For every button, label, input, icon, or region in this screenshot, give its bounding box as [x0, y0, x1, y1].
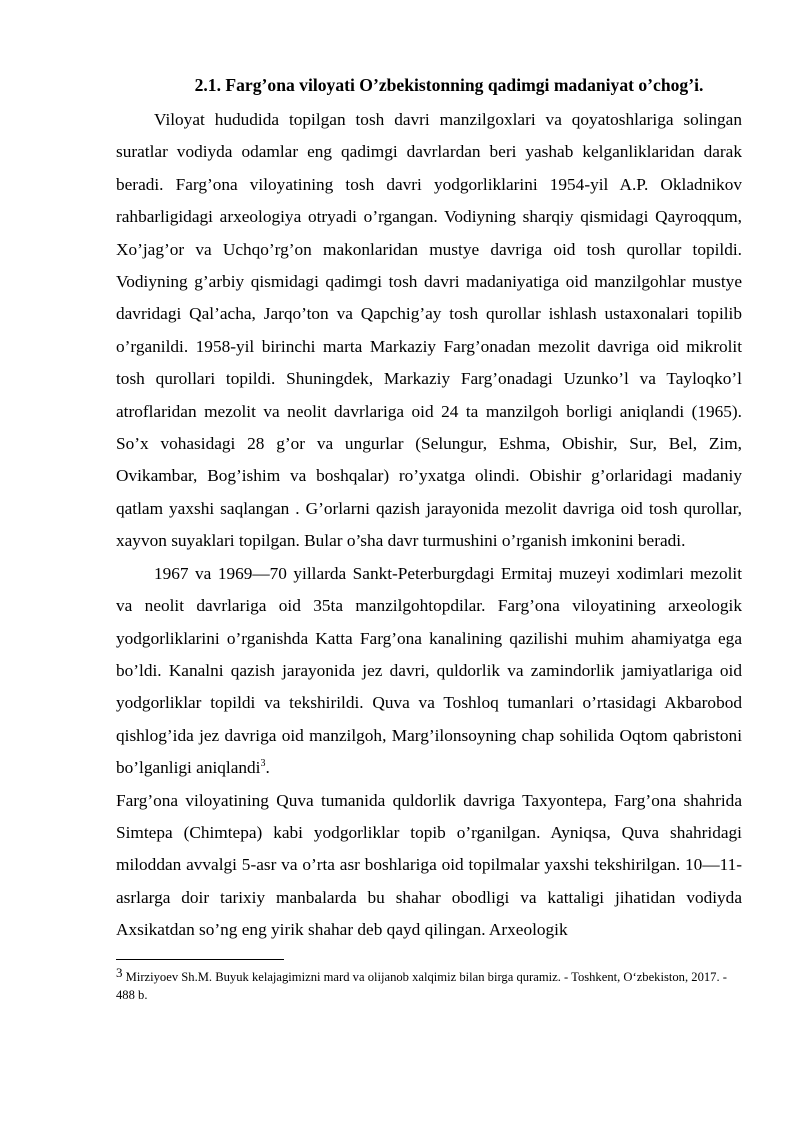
footnote-text: Mirziyoev Sh.M. Buyuk kelajagimizni mard va olijanob xalqimiz bilan birga quramiz. - Toshkent, O‘zbekiston, 2017. - 488 b. [116, 969, 727, 1002]
paragraph-2-end: . [265, 758, 270, 778]
paragraph-1: Viloyat hududida topilgan tosh davri manzilgoxlari va qoyatoshlariga solingan suratlar vodiyda odamlar eng qadimgi davrlardan beri yashab kelganliklaridan darak beradi. Farg’ona viloyatining tosh davri yodgorliklarini 1954-yil A.P. Okladnikov rahbarligidagi arxeologiya otryadi o’rgangan. Vodiyning sharqiy qismidagi Qayroqqum, Xo’jag’or va Uchqo’rg’on makonlaridan mustye davriga oid tosh qurollar topildi. Vodiyning g’arbiy qismidagi qadimgi tosh davri madaniyatiga oid manzilgohlar mustye davridagi Qal’acha, Jarqo’ton va Qapchig’ay tosh qurollar ishlash ustaxonalari topilib o’rganildi. 1958-yil birinchi marta Markaziy Farg’onadan mezolit davriga oid mikrolit tosh qurollari topildi. Shuningdek, Markaziy Farg’onadagi Uzunko’l va Tayloqko’l atroflaridan mezolit va neolit davrlariga oid 24 ta manzilgoh borligi aniqlandi (1965). So’x vohasidagi 28 g’or va ungurlar (Selungur, Eshma, Obishir, Sur, Bel, Zim, Ovikambar, Bog’ishim va boshqalar) ro’yxatga olindi. Obishir g’orlaridagi madaniy qatlam yaxshi saqlangan . G’orlarni qazish jarayonida mezolit davriga oid tosh qurollar, xayvon suyaklari topilgan. Bular o’sha davr turmushini o’rganish imkonini beradi. [116, 110, 742, 551]
footnote [116, 964, 742, 1004]
footnote-divider [116, 959, 284, 960]
footnote-reference: 3 [260, 758, 266, 770]
document-page [116, 72, 742, 1004]
paragraph-2 [116, 558, 742, 785]
paragraph-2-text: 1967 va 1969—70 yillarda Sankt-Peterburgdagi Ermitaj muzeyi xodimlari mezolit va neolit davrlariga oid 35ta manzilgohtopdilar. Farg’ona viloyatining arxeologik yodgorliklarini o’rganishda Katta Farg’ona kanalining qazilishi muhim ahamiyatga ega bo’ldi. Kanalni qazish jarayonida jez davri, quldorlik va zamindorlik jamiyatlariga oid yodgorliklar topildi va tekshirildi. Quva va Toshloq tumanlari o’rtasidagi Akbarobod qishlog’ida jez davriga oid manzilgoh, Marg’ilonsoyning chap sohilida Oqtom qabristoni bo’lganligi aniqlandi [116, 563, 742, 778]
footnote-mark: 3 [116, 964, 123, 980]
paragraph-3: Farg’ona viloyatining Quva tumanida quldorlik davriga Taxyontepa, Farg’ona shahrida Simtepa (Chimtepa) kabi yodgorliklar topib o’rganilgan. Ayniqsa, Quva shahridagi miloddan avvalgi 5-asr va o’rta asr boshlariga oid topilmalar yaxshi tekshirilgan. 10—11-asrlarga doir tarixiy manbalarda bu shahar obodligi va kattaligi jihatidan vodiyda Axsikatdan so’ng eng yirik shahar deb qayd qilingan. Arxeologik [116, 790, 742, 940]
section-heading: 2.1. Farg’ona viloyati O’zbekistonning qadimgi madaniyat o’chog’i. [194, 75, 704, 95]
